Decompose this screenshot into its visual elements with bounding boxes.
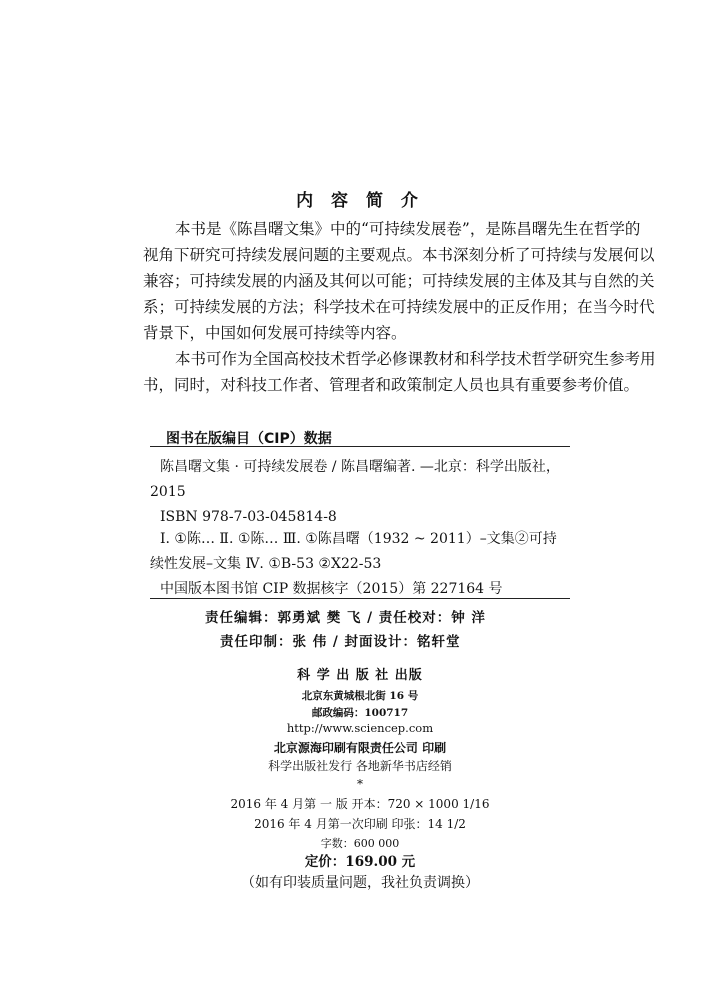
summary-line: 兼容；可持续发展的内涵及其何以可能；可持续发展的主体及其与自然的关 <box>143 272 655 290</box>
quality-notice: （如有印装质量问题，我社负责调换） <box>241 875 479 891</box>
price: 定价：169.00 元 <box>304 854 416 870</box>
cip-class-line-1: Ⅰ. ①陈… Ⅱ. ①陈… Ⅲ. ①陈昌曙（1932 ~ 2011）–文集②可持 <box>160 531 557 547</box>
cip-title: 图书在版编目（CIP）数据 <box>166 431 332 447</box>
summary-title: 内 容 简 介 <box>296 191 424 211</box>
cip-isbn: ISBN 978-7-03-045814-8 <box>160 509 337 525</box>
publisher-url: http://www.sciencep.com <box>286 721 434 735</box>
printer: 北京源海印刷有限责任公司 印刷 <box>273 741 447 755</box>
cip-top-rule <box>150 446 570 447</box>
cip-bottom-rule <box>150 598 570 599</box>
cip-record <box>150 455 560 530</box>
publisher-postcode: 邮政编码：100717 <box>311 707 409 719</box>
cip-class-line-2: 续性发展–文集 Ⅳ. ①B-53 ②X22-53 <box>150 556 382 572</box>
cip-number: 中国版本图书馆 CIP 数据核字（2015）第 227164 号 <box>160 581 503 597</box>
cip-classification <box>150 527 557 602</box>
edition-line-2: 2016 年 4 月第一次印刷 印张：14 1/2 <box>254 817 466 831</box>
credits-line-2: 责任印制：张 伟 / 封面设计：铭轩堂 <box>220 634 461 650</box>
summary-line: 本书是《陈昌曙文集》中的“可持续发展卷”，是陈昌曙先生在哲学的 <box>175 220 641 238</box>
cip-line-1: 陈昌曙文集 · 可持续发展卷 / 陈昌曙编著. —北京：科学出版社， <box>160 459 560 475</box>
credits-line-1: 责任编辑：郭勇斌 樊 飞 / 责任校对：钟 洋 <box>205 610 486 626</box>
summary-line: 本书可作为全国高校技术哲学必修课教材和科学技术哲学研究生参考用 <box>175 350 656 368</box>
summary-line: 背景下，中国如何发展可持续等内容。 <box>143 324 407 342</box>
cip-line-2: 2015 <box>150 484 186 500</box>
word-count: 字数：600 000 <box>320 837 400 850</box>
summary-paragraph-1 <box>143 216 655 346</box>
summary-line: 视角下研究可持续发展问题的主要观点。本书深刻分析了可持续与发展何以 <box>143 246 655 264</box>
separator-star: * <box>357 777 363 791</box>
summary-paragraph-2 <box>143 346 656 398</box>
summary-line: 书，同时，对科技工作者、管理者和政策制定人员也具有重要参考价值。 <box>143 376 640 394</box>
distribution: 科学出版社发行 各地新华书店经销 <box>268 759 452 773</box>
publisher-address: 北京东黄城根北街 16 号 <box>301 690 419 702</box>
publisher-name: 科 学 出 版 社 出版 <box>297 668 423 683</box>
edition-line-1: 2016 年 4 月第 一 版 开本：720 × 1000 1/16 <box>230 797 490 811</box>
summary-line: 系；可持续发展的方法；科学技术在可持续发展中的正反作用；在当今时代 <box>143 298 655 316</box>
